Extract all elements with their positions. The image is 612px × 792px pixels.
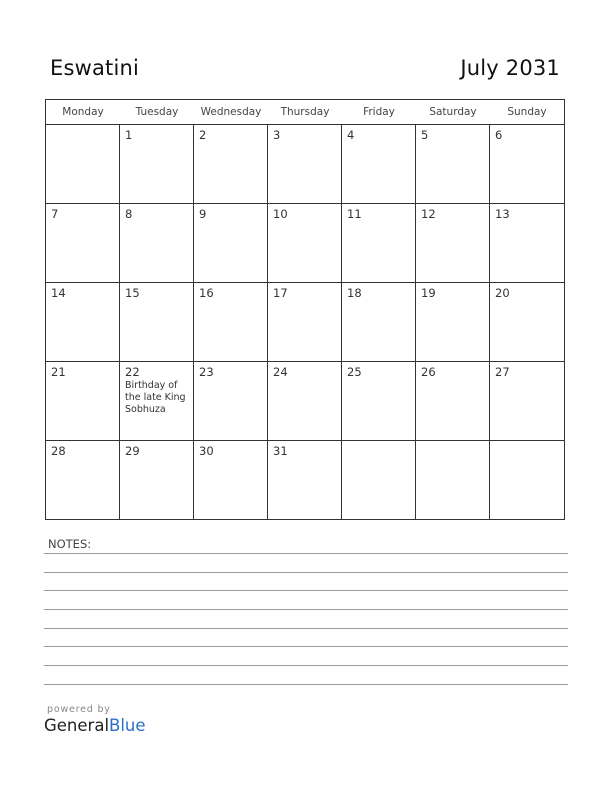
- weekday-tuesday: Tuesday: [135, 106, 179, 118]
- day-number: 13: [495, 207, 510, 221]
- day-number: 21: [51, 365, 66, 379]
- day-cell: [120, 362, 194, 440]
- note-line: [44, 553, 568, 554]
- day-number: 27: [495, 365, 510, 379]
- day-number: 8: [125, 207, 133, 221]
- day-cell: [342, 362, 416, 440]
- week-row-3: [46, 283, 564, 362]
- day-number: 25: [347, 365, 362, 379]
- note-line: [44, 590, 568, 591]
- week-row-2: [46, 204, 564, 283]
- country-title: Eswatini: [50, 56, 140, 80]
- note-line: [44, 572, 568, 573]
- note-line: [44, 628, 568, 629]
- day-cell: [194, 283, 268, 361]
- day-cell: [268, 441, 342, 519]
- generalblue-logo[interactable]: [44, 716, 146, 735]
- day-number: 1: [125, 128, 133, 142]
- day-cell: [416, 362, 490, 440]
- day-cell: [46, 362, 120, 440]
- note-line: [44, 684, 568, 685]
- day-number: 6: [495, 128, 503, 142]
- day-cell: [268, 204, 342, 282]
- day-number: 3: [273, 128, 281, 142]
- day-number: 31: [273, 444, 288, 458]
- day-number: 7: [51, 207, 59, 221]
- day-cell: [46, 441, 120, 519]
- weekday-sunday: Sunday: [507, 106, 547, 118]
- weekday-friday: Friday: [363, 106, 395, 118]
- day-cell: [46, 204, 120, 282]
- day-cell: [490, 362, 564, 440]
- day-number: 9: [199, 207, 207, 221]
- day-cell: [490, 441, 564, 519]
- brand-blue: Blue: [109, 716, 146, 735]
- note-line: [44, 665, 568, 666]
- weekday-header-row: [46, 100, 564, 125]
- day-number: 14: [51, 286, 66, 300]
- day-number: 19: [421, 286, 436, 300]
- day-cell: [46, 283, 120, 361]
- day-cell: [46, 125, 120, 203]
- day-cell: [416, 441, 490, 519]
- day-number: 28: [51, 444, 66, 458]
- note-line: [44, 646, 568, 647]
- week-row-4: [46, 362, 564, 441]
- calendar-grid: [45, 99, 565, 520]
- day-cell: [120, 125, 194, 203]
- day-number: 30: [199, 444, 214, 458]
- day-cell: [194, 204, 268, 282]
- day-number: 12: [421, 207, 436, 221]
- day-number: 16: [199, 286, 214, 300]
- day-number: 26: [421, 365, 436, 379]
- week-row-5: [46, 441, 564, 519]
- day-cell: [342, 204, 416, 282]
- day-number: 29: [125, 444, 140, 458]
- day-cell: [268, 283, 342, 361]
- day-cell: [268, 362, 342, 440]
- day-cell: [194, 125, 268, 203]
- note-line: [44, 609, 568, 610]
- weekday-saturday: Saturday: [429, 106, 477, 118]
- weekday-wednesday: Wednesday: [200, 106, 262, 118]
- day-number: 18: [347, 286, 362, 300]
- weekday-monday: Monday: [62, 106, 104, 118]
- day-number: 10: [273, 207, 288, 221]
- day-cell: [490, 125, 564, 203]
- day-cell: [268, 125, 342, 203]
- powered-by-text: powered by: [47, 704, 111, 715]
- day-number: 24: [273, 365, 288, 379]
- day-number: 2: [199, 128, 207, 142]
- day-cell: [342, 441, 416, 519]
- day-cell: [416, 204, 490, 282]
- day-cell: [120, 441, 194, 519]
- day-cell: [120, 283, 194, 361]
- day-cell: [342, 283, 416, 361]
- day-cell: [120, 204, 194, 282]
- notes-label: NOTES:: [48, 537, 92, 551]
- day-number: 20: [495, 286, 510, 300]
- day-cell: [342, 125, 416, 203]
- brand-general: General: [44, 716, 110, 735]
- weekday-thursday: Thursday: [280, 106, 330, 118]
- day-number: 23: [199, 365, 214, 379]
- day-number: 22: [125, 365, 140, 379]
- week-row-1: [46, 125, 564, 204]
- day-number: 4: [347, 128, 355, 142]
- day-number: 11: [347, 207, 362, 221]
- day-cell: [490, 283, 564, 361]
- day-number: 17: [273, 286, 288, 300]
- month-title: July 2031: [460, 56, 560, 80]
- day-cell: [416, 125, 490, 203]
- holiday-label: Birthday of the late King Sobhuza: [125, 380, 186, 415]
- day-cell: [194, 362, 268, 440]
- day-cell: [416, 283, 490, 361]
- day-cell: [194, 441, 268, 519]
- day-number: 5: [421, 128, 429, 142]
- day-number: 15: [125, 286, 140, 300]
- day-cell: [490, 204, 564, 282]
